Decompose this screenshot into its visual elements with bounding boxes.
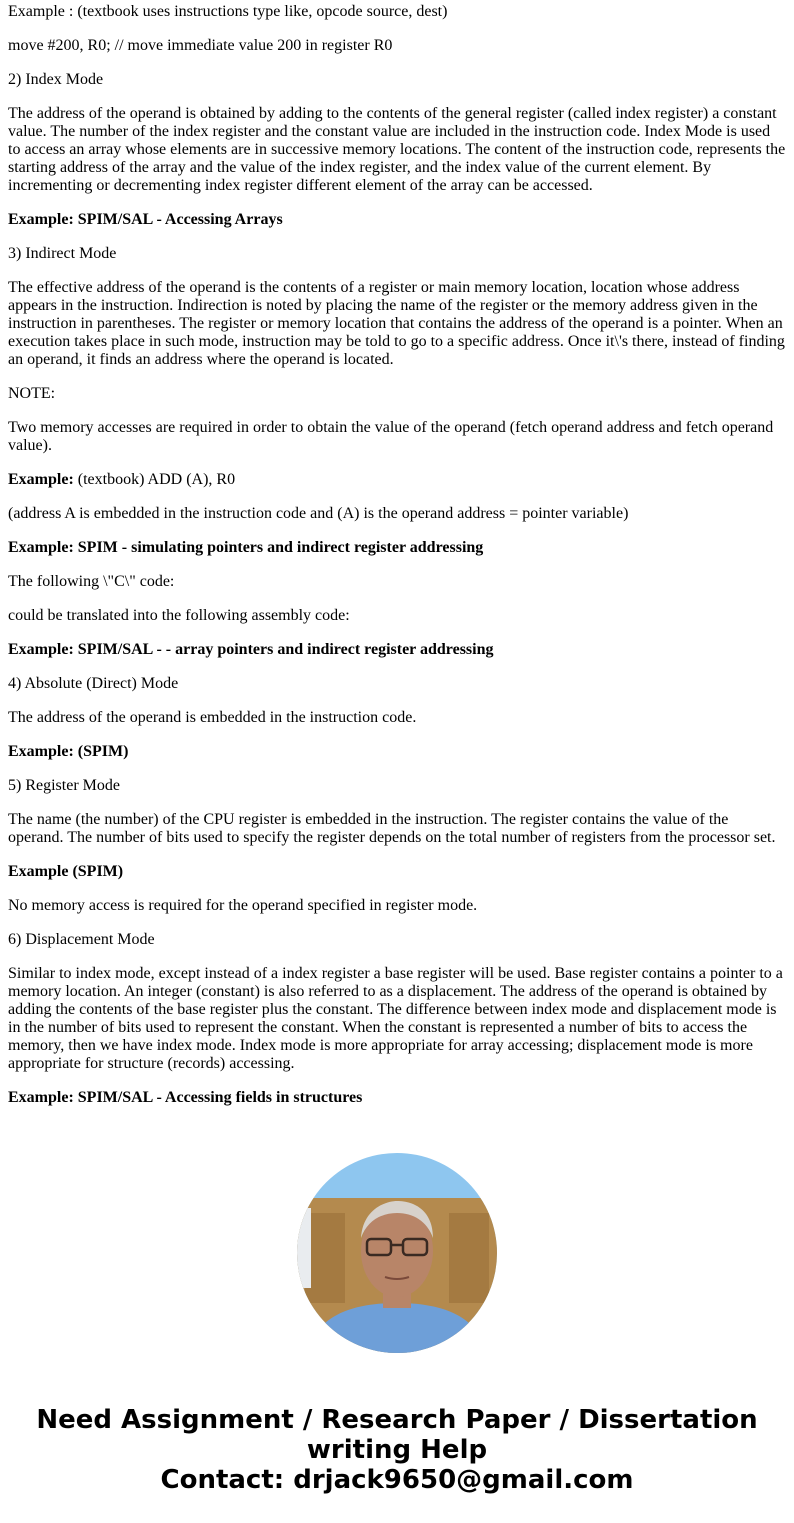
paragraph: could be translated into the following assembly code:	[8, 607, 350, 624]
paragraph: The address of the operand is embedded in the instruction code.	[8, 709, 417, 726]
paragraph: The address of the operand is obtained by adding to the contents of the general register (called index register) a constant value. The number of the index register and the constant value are included in the instruction code. Index Mode is used to access an array whose elements are in successive memory locations. The content of the instruction code, represents the starting address of the array and the value of the index register, and the index value of the current element. By incrementing or decrementing index register different element of the array can be accessed.	[8, 105, 786, 194]
paragraph: Example : (textbook uses instructions type like, opcode source, dest)	[8, 3, 448, 20]
footer-callout	[0, 1405, 794, 1495]
example-label: Example:	[8, 471, 74, 488]
paragraph: Two memory accesses are required in order to obtain the value of the operand (fetch operand address and fetch operand value).	[8, 419, 774, 454]
example-heading: Example: SPIM - simulating pointers and indirect register addressing	[8, 539, 484, 556]
author-portrait	[297, 1153, 497, 1353]
footer-line: writing Help	[306, 1435, 488, 1465]
note-label: NOTE:	[8, 385, 56, 402]
example-heading: Example: SPIM/SAL - Accessing Arrays	[8, 211, 283, 228]
portrait-wall-panel	[449, 1213, 489, 1303]
footer-line: Need Assignment / Research Paper / Dissertation	[36, 1405, 758, 1435]
example-heading: Example: SPIM/SAL - Accessing fields in structures	[8, 1089, 363, 1106]
section-heading: 4) Absolute (Direct) Mode	[8, 675, 179, 692]
paragraph: (address A is embedded in the instruction code and (A) is the operand address = pointer variable)	[8, 505, 629, 522]
paragraph: Similar to index mode, except instead of a index register a base register will be used. Base register contains a pointer to a memory location. An integer (constant) is also referred to as a displacement. The address of the operand is obtained by adding the contents of the base register plus the constant. The difference between index mode and displacement mode is in the number of bits used to represent the constant. When the constant is represented a number of bits to access the memory, then we have index mode. Index mode is more appropriate for array accessing; displacement mode is more appropriate for structure (records) accessing.	[8, 965, 783, 1072]
portrait-door	[297, 1208, 311, 1288]
section-heading: 5) Register Mode	[8, 777, 120, 794]
example-line	[8, 471, 786, 489]
paragraph: The effective address of the operand is the contents of a register or main memory location, location whose address appears in the instruction. Indirection is noted by placing the name of the register or the memory address given in the instruction in parentheses. The register or memory location that contains the address of the operand is a pointer. When an execution takes place in such mode, instruction may be told to go to a specific address. Once it\'s there, instead of finding an operand, it finds an address where the operand is located.	[8, 279, 785, 368]
paragraph: No memory access is required for the operand specified in register mode.	[8, 897, 478, 914]
document-body	[8, 3, 786, 1123]
portrait-photo	[297, 1153, 497, 1353]
code-line: move #200, R0; // move immediate value 200 in register R0	[8, 37, 393, 54]
example-heading: Example: SPIM/SAL - - array pointers and indirect register addressing	[8, 641, 494, 658]
example-heading: Example: (SPIM)	[8, 743, 129, 760]
section-heading: 6) Displacement Mode	[8, 931, 155, 948]
example-heading: Example (SPIM)	[8, 863, 124, 880]
example-text: (textbook) ADD (A), R0	[73, 471, 236, 488]
paragraph: The following \"C\" code:	[8, 573, 175, 590]
section-heading: 2) Index Mode	[8, 71, 104, 88]
section-heading: 3) Indirect Mode	[8, 245, 117, 262]
paragraph: The name (the number) of the CPU register is embedded in the instruction. The register contains the value of the operand. The number of bits used to specify the register depends on the total number of registers from the processor set.	[8, 811, 776, 846]
footer-contact: Contact: drjack9650@gmail.com	[160, 1465, 634, 1495]
